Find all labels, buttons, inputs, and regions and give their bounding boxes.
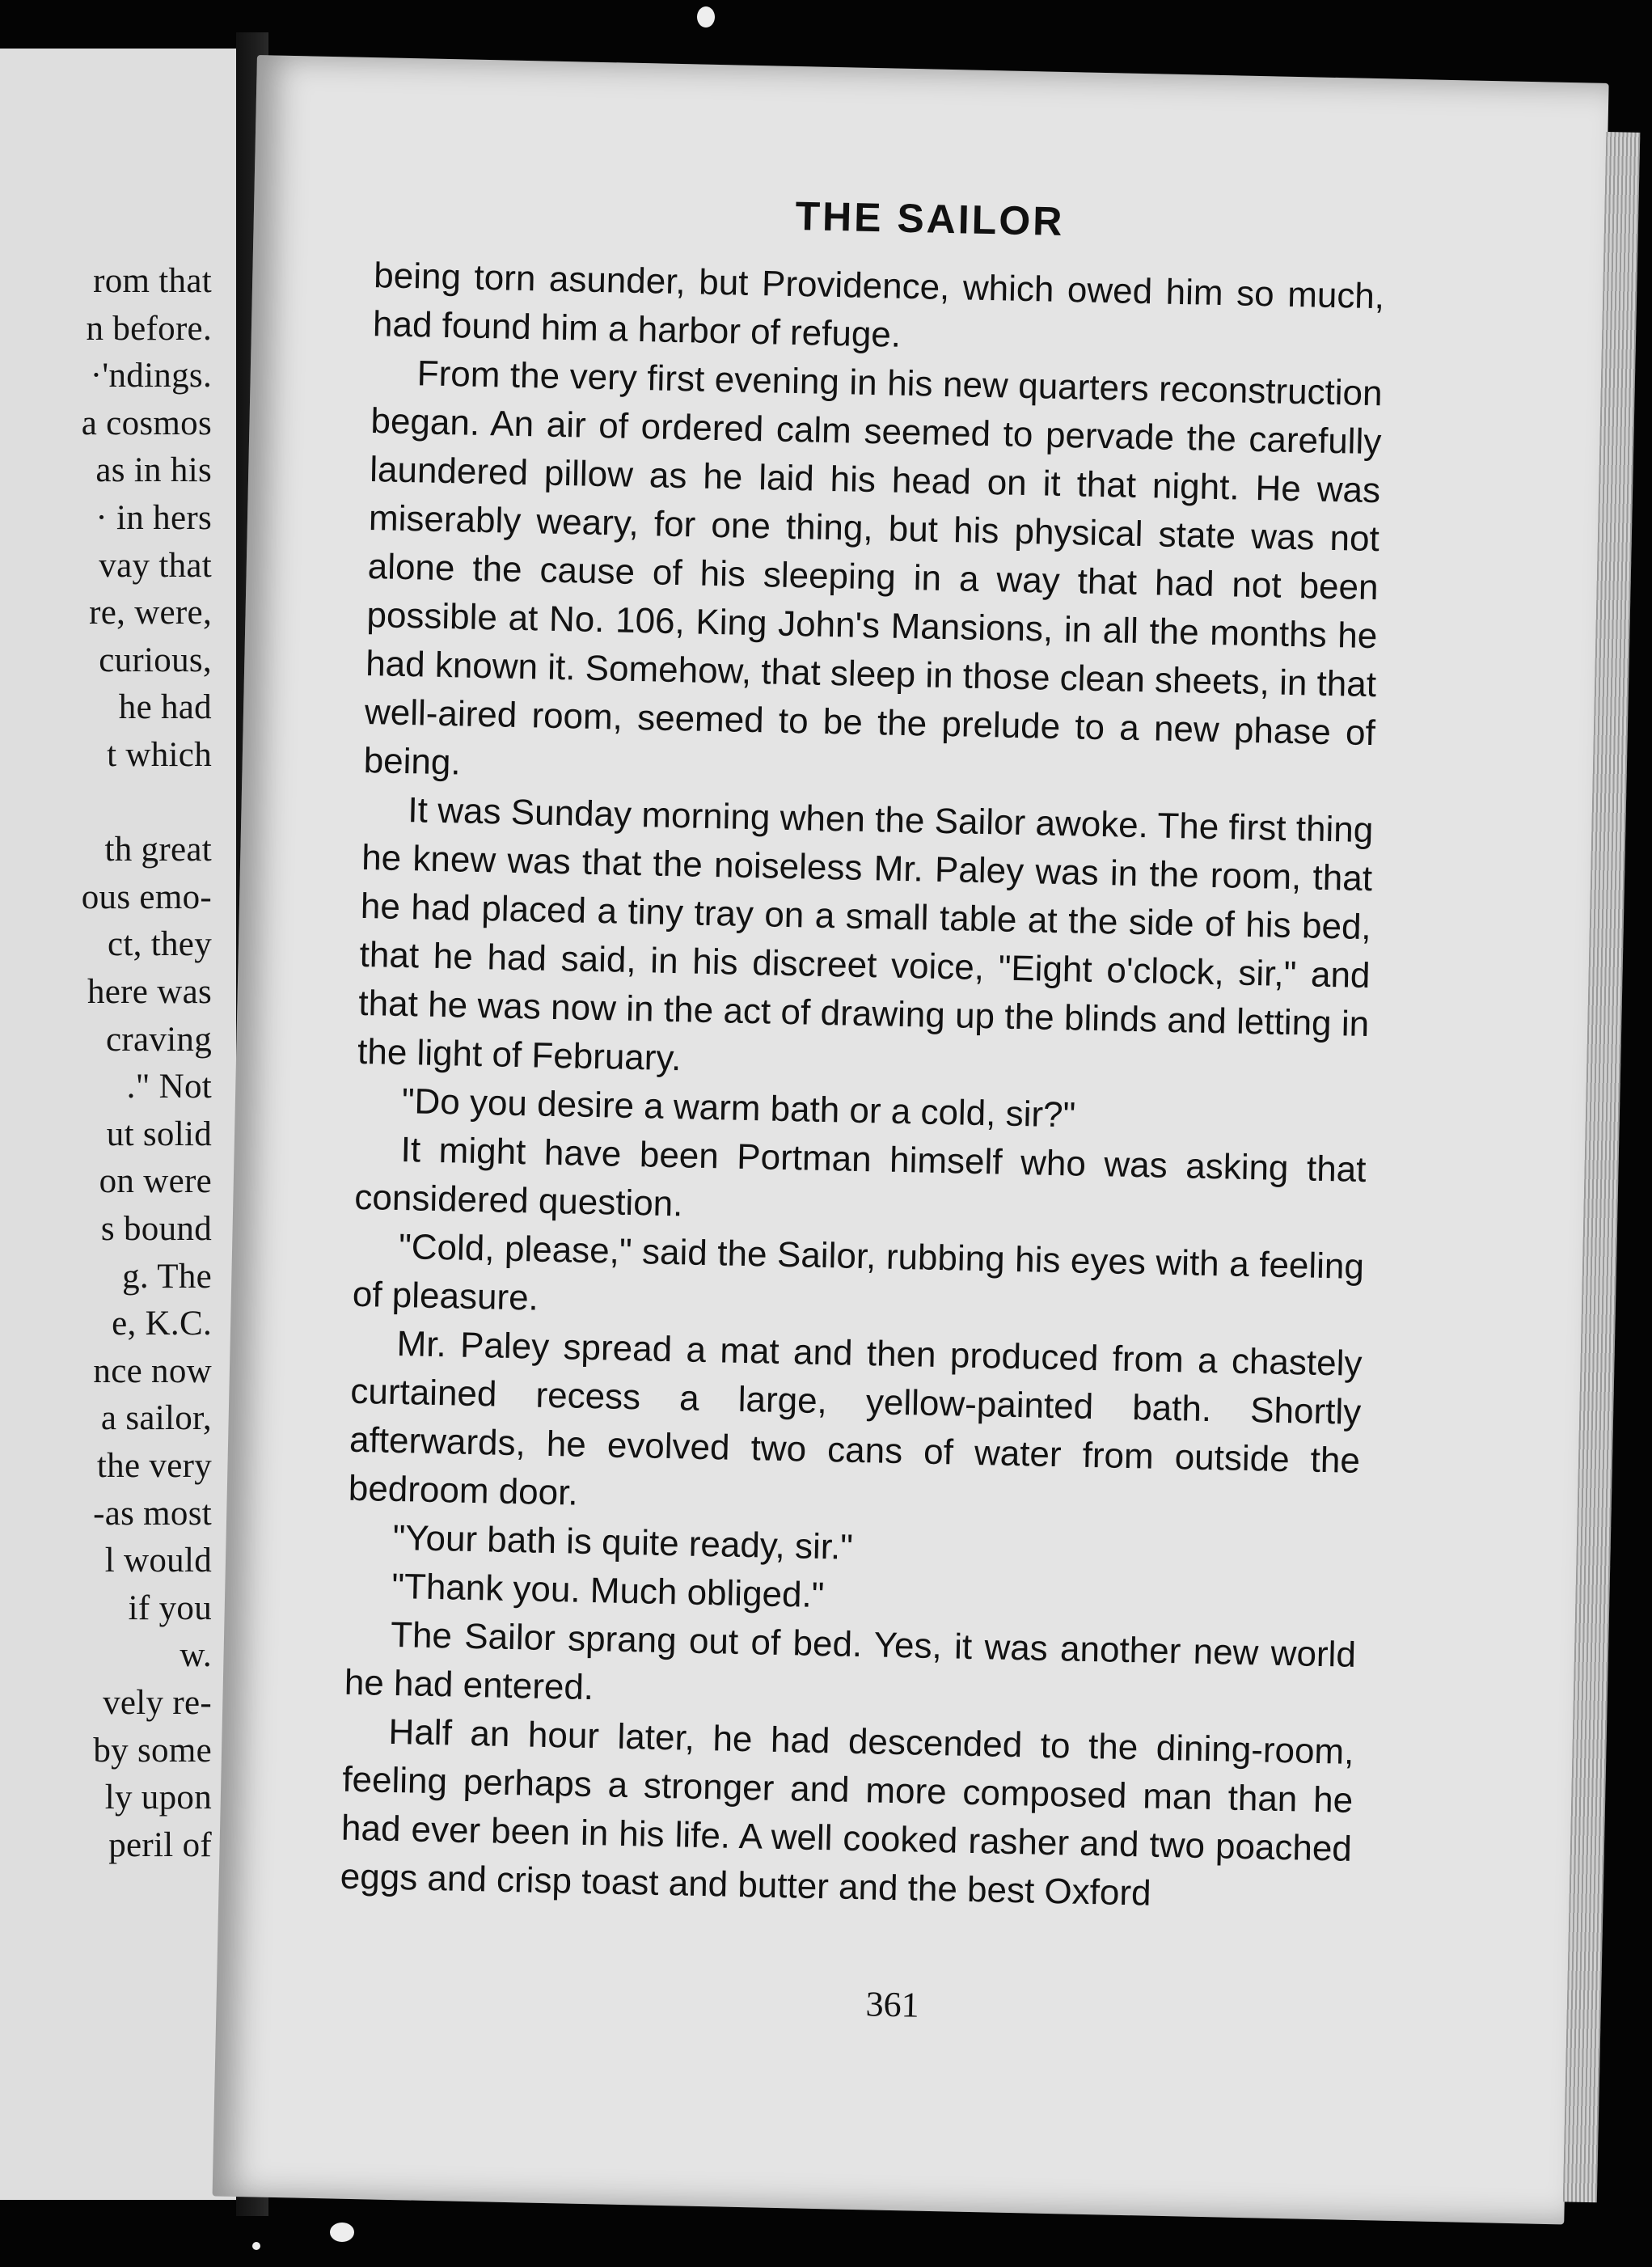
left-page-line: th great [104,831,212,869]
left-page-line: vely re- [103,1684,212,1722]
paragraph: "Cold, please," said the Sailor, rubbing his eyes with a feeling of pleasure. [352,1226,1365,1318]
left-page-line: g. The [122,1257,212,1296]
paragraph: "Do you desire a warm bath or a cold, sir?" [401,1081,1076,1136]
right-page [213,55,1609,2224]
left-page-line: re, were, [89,594,212,632]
left-page-line: on were [99,1162,212,1201]
paragraph: "Your bath is quite ready, sir." [392,1517,854,1567]
paragraph: From the very first evening in his new quarters reconstruction began. An air of ordered calm seemed to pervade the carefully laundered pillow as he laid his head on it that night. He was miserably weary, for one thing, but his physical state was not alone the cause of his sleeping in a way that had not been possible at No. 106, King John's Mansions, in all the months he had known it. Somehow, that sleep in those clean sheets, in that well-aired room, seemed to be the prelude to a new phase of being. [363,353,1384,783]
left-page-line: nce now [93,1351,212,1390]
page-number: 361 [865,1984,920,2025]
left-page-line: l would [104,1542,212,1580]
left-page-line: by some [93,1731,212,1770]
left-page-line: he had [118,688,212,727]
body-text [340,252,1384,1922]
paragraph: It might have been Portman himself who was asking that considered question. [353,1130,1367,1224]
left-page-line: here was [87,973,212,1011]
left-page-line: ly upon [104,1778,212,1817]
running-head: THE SAILOR [794,192,1065,244]
left-page-line: the very [96,1447,212,1485]
left-page-line: vay that [99,546,212,585]
left-page-line: ut solid [106,1114,212,1153]
left-page-line: ·'ndings. [90,357,212,395]
left-page-line: a sailor, [100,1399,212,1438]
left-page-line: · in hers [95,499,212,537]
dust-speck [697,6,715,27]
left-page-line: n before. [86,309,212,348]
paragraph: The Sailor sprang out of bed. Yes, it was another new world he had entered. [344,1614,1357,1708]
dust-speck [252,2242,260,2250]
left-page-line: if you [128,1588,212,1627]
left-page-line: e, K.C. [112,1305,212,1343]
left-page-line: craving [105,1020,212,1059]
dust-speck [330,2223,354,2242]
paragraph: being torn asunder, but Providence, which owed him so much, had found him a harbor of refuge. [372,256,1385,355]
paragraph: "Thank you. Much obliged." [391,1566,825,1616]
left-page-line: w. [180,1636,212,1675]
left-page-line: as in his [95,451,212,490]
paragraph: Half an hour later, he had descended to the dining-room, feeling perhaps a stronger and more composed man than he had ever been in his life. A well cooked rasher and two poached eggs and crisp toast and butter and the best Oxford [340,1711,1354,1914]
left-page-line: rom that [93,262,212,300]
left-page-line: ous emo- [81,878,212,916]
left-page-line: peril of [108,1825,212,1864]
left-page-line: ." Not [126,1068,212,1106]
left-page-line: s bound [100,1210,212,1248]
left-facing-page [0,49,244,2200]
left-page-line: -as most [93,1494,212,1533]
paragraph: It was Sunday morning when the Sailor awoke. The first thing he knew was that the noiseless Mr. Paley was in the room, that he had placed a tiny tray on a small table at the side of his bed, that he had said, in his discreet voice, "Eight o'clock, sir," and that he was now in the act of drawing up the blinds and letting in the light of February. [357,790,1374,1079]
left-page-line: ct, they [108,925,212,964]
left-page-line: a cosmos [81,404,212,442]
paragraph: Mr. Paley spread a mat and then produced from a chastely curtained recess a large, yellow-painted bath. Shortly afterwards, he evolved two cans of water from outside the bedroom door. [348,1323,1363,1513]
left-page-line: t which [107,736,212,774]
left-page-line: curious, [99,641,212,679]
